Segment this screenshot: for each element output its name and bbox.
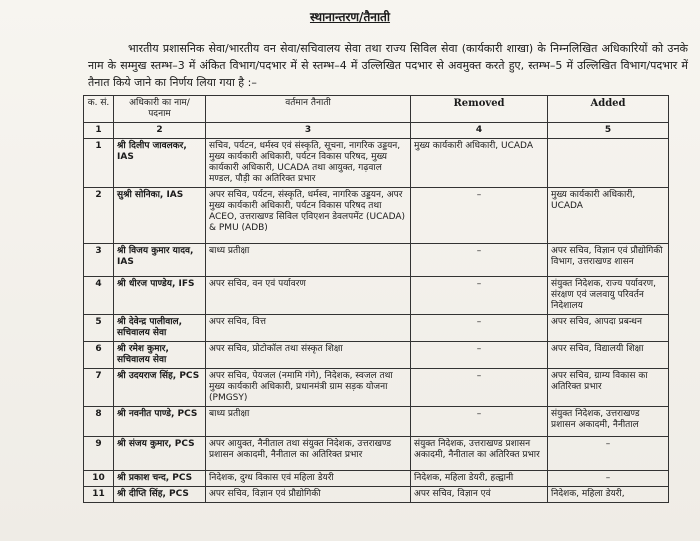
removed-charge: – <box>411 315 548 342</box>
current-posting: अपर सचिव, पर्यटन, संस्कृति, धर्मस्व, नागरिक उड्डयन, अपर मुख्य कार्यकारी अधिकारी, पर्यटन विकास परिषद तथा ACEO, उत्तराखण्ड सिविल एविएशन डेवलपमेंट (UCADA) & PMU (ADB) <box>206 188 411 244</box>
added-charge: अपर सचिव, आपदा प्रबन्धन <box>548 315 669 342</box>
added-charge: – <box>548 471 669 487</box>
added-charge: निदेशक, महिला डेयरी, <box>548 487 669 503</box>
removed-charge: मुख्य कार्यकारी अधिकारी, UCADA <box>411 139 548 188</box>
table-row <box>84 188 669 244</box>
added-charge: मुख्य कार्यकारी अधिकारी, UCADA <box>548 188 669 244</box>
row-serial: 3 <box>84 244 114 277</box>
officer-name: श्री धीरज पाण्डेय, IFS <box>114 277 206 315</box>
current-posting: अपर सचिव, वित्त <box>206 315 411 342</box>
officer-name: श्री प्रकाश चन्द, PCS <box>114 471 206 487</box>
added-charge <box>548 139 669 188</box>
officer-name: श्री संजय कुमार, PCS <box>114 437 206 471</box>
table-row <box>84 244 669 277</box>
row-serial: 4 <box>84 277 114 315</box>
row-serial: 2 <box>84 188 114 244</box>
current-posting: अपर सचिव, पेयजल (नमामि गंगे), निदेशक, स्वजल तथा मुख्य कार्यकारी अधिकारी, प्रधानमंत्री ग्राम सड़क योजना (PMGSY) <box>206 369 411 407</box>
removed-charge: – <box>411 244 548 277</box>
row-serial: 8 <box>84 407 114 437</box>
added-charge: – <box>548 437 669 471</box>
officer-name: सुश्री सोनिका, IAS <box>114 188 206 244</box>
table-row <box>84 487 669 503</box>
added-charge: अपर सचिव, विद्यालयी शिक्षा <box>548 342 669 369</box>
table-row <box>84 369 669 407</box>
row-serial: 1 <box>84 139 114 188</box>
added-charge: अपर सचिव, ग्राम्य विकास का अतिरिक्त प्रभार <box>548 369 669 407</box>
row-serial: 7 <box>84 369 114 407</box>
header-removed: Removed <box>411 96 548 123</box>
current-posting: अपर सचिव, प्रोटोकॉल तथा संस्कृत शिक्षा <box>206 342 411 369</box>
removed-charge: निदेशक, महिला डेयरी, हल्द्वानी <box>411 471 548 487</box>
removed-charge: – <box>411 188 548 244</box>
removed-charge: – <box>411 407 548 437</box>
current-posting: निदेशक, दुग्ध विकास एवं महिला डेयरी <box>206 471 411 487</box>
table-row <box>84 437 669 471</box>
officer-name: श्री उदयराज सिंह, PCS <box>114 369 206 407</box>
col-number: 5 <box>548 123 669 139</box>
header-sn: क. सं. <box>84 96 114 123</box>
removed-charge: – <box>411 277 548 315</box>
table-header-row <box>84 96 669 123</box>
col-number: 2 <box>114 123 206 139</box>
table-row <box>84 342 669 369</box>
current-posting: बाध्य प्रतीक्षा <box>206 407 411 437</box>
col-number: 3 <box>206 123 411 139</box>
column-number-row <box>84 123 669 139</box>
officer-name: श्री देवेन्द्र पालीवाल, सचिवालय सेवा <box>114 315 206 342</box>
officer-name: श्री विजय कुमार यादव, IAS <box>114 244 206 277</box>
table-row <box>84 315 669 342</box>
page-title: स्थानान्तरण/तैनाती <box>309 10 391 24</box>
officer-name: श्री दिलीप जावलकर, IAS <box>114 139 206 188</box>
row-serial: 6 <box>84 342 114 369</box>
officer-name: श्री दीप्ति सिंह, PCS <box>114 487 206 503</box>
header-added: Added <box>548 96 669 123</box>
header-name: अधिकारी का नाम/ पदनाम <box>114 96 206 123</box>
current-posting: सचिव, पर्यटन, धर्मस्व एवं संस्कृति, सूचना, नागरिक उड्डयन, मुख्य कार्यकारी अधिकारी, पर्यटन विकास परिषद, मुख्य कार्यकारी अधिकारी, UCADA तथा आयुक्त, गढ़वाल मण्डल, पौड़ी का अतिरिक्त प्रभार <box>206 139 411 188</box>
current-posting: अपर सचिव, वन एवं पर्यावरण <box>206 277 411 315</box>
table-row <box>84 139 669 188</box>
added-charge: अपर सचिव, विज्ञान एवं प्रौद्योगिकी विभाग, उत्तराखण्ड शासन <box>548 244 669 277</box>
added-charge: संयुक्त निदेशक, उत्तराखण्ड प्रशासन अकादमी, नैनीताल <box>548 407 669 437</box>
removed-charge: संयुक्त निदेशक, उत्तराखण्ड प्रशासन अकादमी, नैनीताल का अतिरिक्त प्रभार <box>411 437 548 471</box>
added-charge: संयुक्त निदेशक, राज्य पर्यावरण, संरक्षण एवं जलवायु परिवर्तन निदेशालय <box>548 277 669 315</box>
table-row <box>84 277 669 315</box>
removed-charge: अपर सचिव, विज्ञान एवं <box>411 487 548 503</box>
current-posting: बाध्य प्रतीक्षा <box>206 244 411 277</box>
intro-paragraph <box>88 40 688 91</box>
row-serial: 5 <box>84 315 114 342</box>
row-serial: 10 <box>84 471 114 487</box>
current-posting: अपर सचिव, विज्ञान एवं प्रौद्योगिकी <box>206 487 411 503</box>
row-serial: 11 <box>84 487 114 503</box>
table-row <box>84 407 669 437</box>
intro-text: भारतीय प्रशासनिक सेवा/भारतीय वन सेवा/सचिवालय सेवा तथा राज्य सिविल सेवा (कार्यकारी शाखा) के निम्नलिखित अधिकारियों को उनके नाम के सम्मुख स्तम्भ–3 में अंकित विभाग/पदभार में से स्तम्भ–4 में उल्लिखित पदभार से अवमुक्त करते हुए, स्तम्भ–5 में उल्लिखित विभाग/पदभार में तैनात किये जाने का निर्णय लिया गया है :– <box>88 42 688 89</box>
header-current: वर्तमान तैनाती <box>206 96 411 123</box>
row-serial: 9 <box>84 437 114 471</box>
removed-charge: – <box>411 369 548 407</box>
officer-name: श्री नवनीत पाण्डे, PCS <box>114 407 206 437</box>
transfer-table <box>83 95 669 503</box>
officer-name: श्री रमेश कुमार, सचिवालय सेवा <box>114 342 206 369</box>
current-posting: अपर आयुक्त, नैनीताल तथा संयुक्त निदेशक, उत्तराखण्ड प्रशासन अकादमी, नैनीताल का अतिरिक्त प्रभार <box>206 437 411 471</box>
col-number: 4 <box>411 123 548 139</box>
removed-charge: – <box>411 342 548 369</box>
col-number: 1 <box>84 123 114 139</box>
table-row <box>84 471 669 487</box>
